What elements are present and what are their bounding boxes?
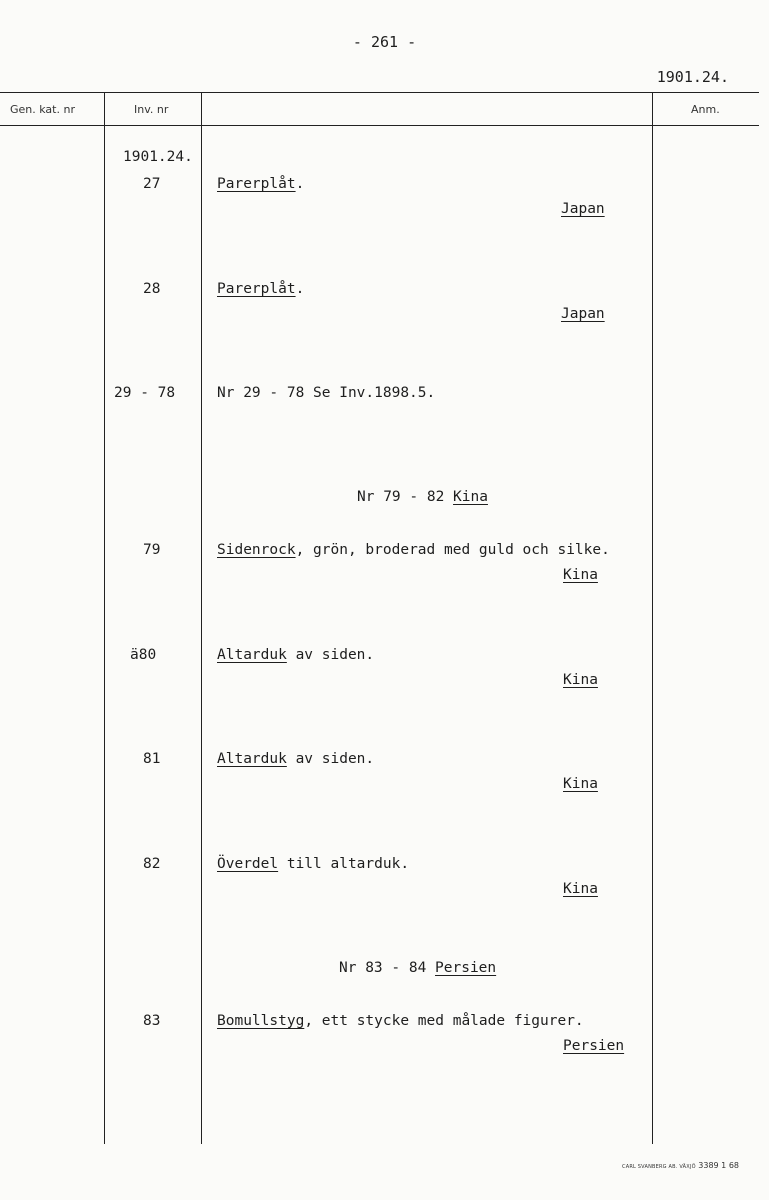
page-reference: 1901.24. [656,68,729,86]
inv-number: 82 [143,856,161,872]
section-heading [339,960,496,976]
entry-text: av siden. [286,647,375,663]
column-header-inv-nr: Inv. nr [134,103,169,116]
entry-text: . [295,176,305,192]
form-code: 3389 1 68 [698,1161,739,1170]
column-divider-2 [201,92,202,1144]
column-divider-3 [652,92,653,1144]
entry-keyword: Bomullstyg [217,1013,305,1029]
header-rule-bottom [0,125,759,126]
entry-origin: Japan [561,201,605,217]
entry-text: . [295,281,305,297]
entry-keyword: Parerplåt [217,281,296,297]
entry-origin: Kina [563,672,598,688]
inv-number: ä80 [130,647,157,663]
entry-description [217,281,304,297]
entry-keyword: Sidenrock [217,542,296,558]
column-header-anm: Anm. [691,103,720,116]
entry-keyword: Parerplåt [217,176,296,192]
header-rule-top [0,92,759,93]
printer-name: CARL SVANBERG AB. VÄXJÖ [622,1164,696,1170]
entry-description [217,856,409,872]
inv-number: 27 [143,176,161,192]
inv-number: 28 [143,281,161,297]
inv-number: 83 [143,1013,161,1029]
entry-text: , ett stycke med målade figurer. [304,1013,584,1029]
page-number: - 261 - [352,33,417,51]
entry-origin: Kina [563,776,598,792]
inv-number: 79 [143,542,161,558]
inv-number: 29 - 78 [114,385,176,401]
entry-description [217,751,374,767]
section-heading-place: Persien [435,960,497,976]
printer-footer [622,1161,739,1170]
inv-number: 81 [143,751,161,767]
entry-origin: Kina [563,567,598,583]
entry-description [217,542,610,558]
entry-description: Nr 29 - 78 Se Inv.1898.5. [217,385,436,401]
entry-origin: Japan [561,306,605,322]
entry-description [217,176,304,192]
entry-keyword: Överdel [217,856,279,872]
section-heading-prefix: Nr 83 - 84 [339,960,436,976]
column-divider-1 [104,92,105,1144]
entry-text: , grön, broderad med guld och silke. [295,542,610,558]
entry-text: till altarduk. [278,856,410,872]
entry-keyword: Altarduk [217,751,287,767]
entry-description [217,1013,584,1029]
entry-keyword: Altarduk [217,647,287,663]
entry-origin: Kina [563,881,598,897]
entry-description [217,647,374,663]
section-heading [357,489,488,505]
column-header-gen-kat-nr: Gen. kat. nr [10,103,75,116]
entry-origin: Persien [563,1038,625,1054]
group-reference: 1901.24. [123,149,193,165]
section-heading-prefix: Nr 79 - 82 [357,489,454,505]
entry-text: av siden. [286,751,375,767]
section-heading-place: Kina [453,489,488,505]
